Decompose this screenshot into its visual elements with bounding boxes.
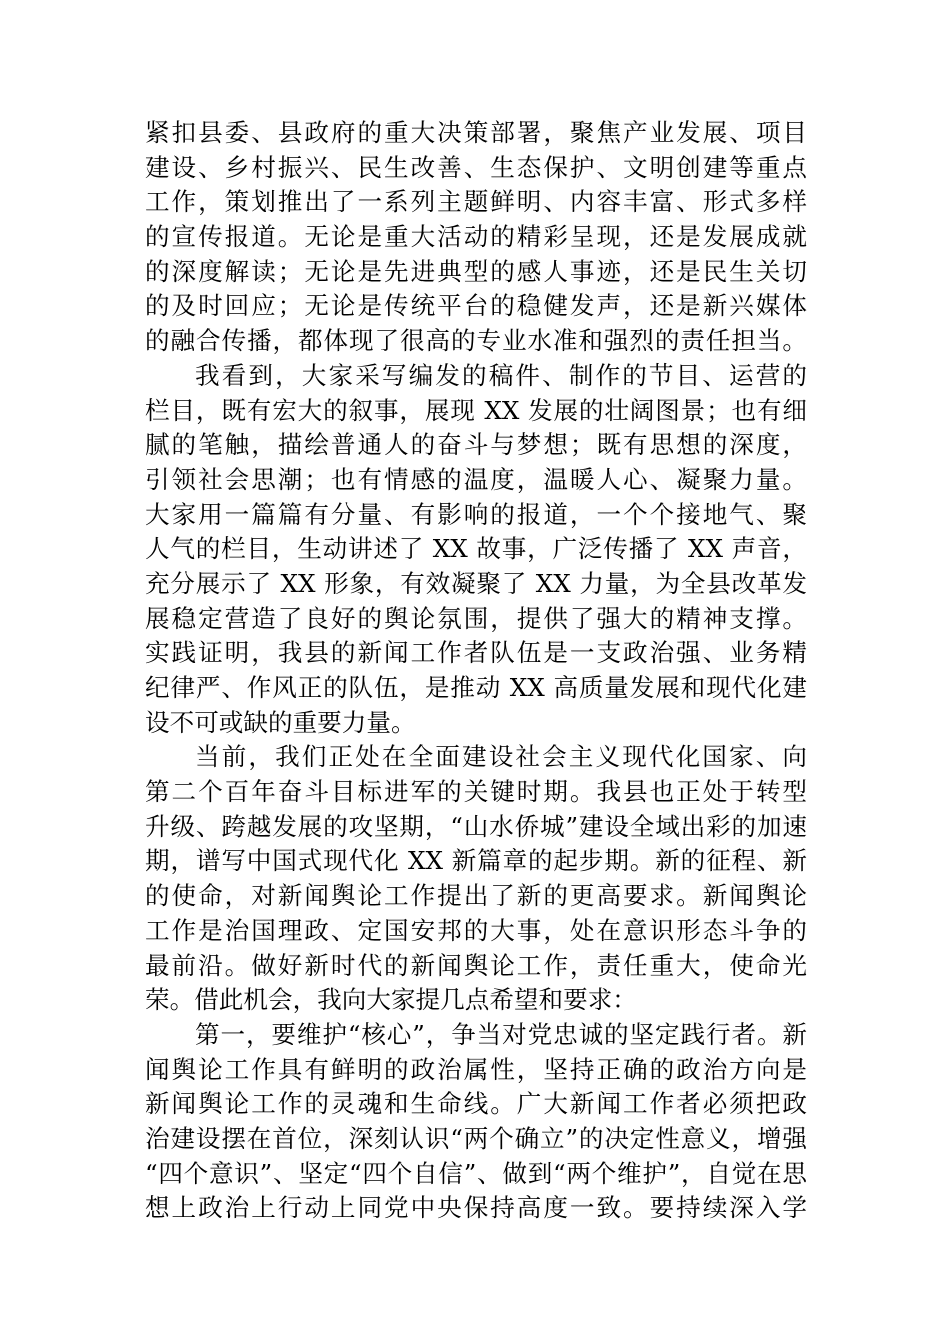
paragraph-2-line-11: 设不可或缺的重要力量。 <box>145 707 416 737</box>
paragraph-2-line-4: 引领社会思潮；也有情感的温度，温暖人心、凝聚力量。 <box>145 464 807 494</box>
paragraph-1-line-5: 的深度解读；无论是先进典型的感人事迹，还是民生关切 <box>145 256 807 286</box>
paragraph-4-line-3: 新闻舆论工作的灵魂和生命线。广大新闻工作者必须把政 <box>145 1089 807 1119</box>
paragraph-3-line-4: 期，谱写中国式现代化 XX 新篇章的起步期。新的征程、新 <box>145 846 807 876</box>
paragraph-2-line-5: 大家用一篇篇有分量、有影响的报道，一个个接地气、聚 <box>145 499 807 529</box>
paragraph-3-line-1: 当前，我们正处在全面建设社会主义现代化国家、向 <box>195 742 807 772</box>
paragraph-3-line-3: 升级、跨越发展的攻坚期，“山水侨城”建设全域出彩的加速 <box>145 811 807 841</box>
paragraph-3-line-7: 最前沿。做好新时代的新闻舆论工作，责任重大，使命光 <box>145 950 807 980</box>
paragraph-3-line-6: 工作是治国理政、定国安邦的大事，处在意识形态斗争的 <box>145 915 807 945</box>
document-body <box>145 116 807 1226</box>
paragraph-3-line-8: 荣。借此机会，我向大家提几点希望和要求： <box>145 985 637 1015</box>
paragraph-3-line-5: 的使命，对新闻舆论工作提出了新的更高要求。新闻舆论 <box>145 881 807 911</box>
paragraph-1-line-2: 建设、乡村振兴、民生改善、生态保护、文明创建等重点 <box>145 152 807 182</box>
paragraph-2-line-9: 实践证明，我县的新闻工作者队伍是一支政治强、业务精 <box>145 638 807 668</box>
paragraph-2-line-6: 人气的栏目，生动讲述了 XX 故事，广泛传播了 XX 声音， <box>145 534 807 564</box>
paragraph-3-line-2: 第二个百年奋斗目标进军的关键时期。我县也正处于转型 <box>145 777 807 807</box>
paragraph-2-line-1: 我看到，大家采写编发的稿件、制作的节目、运营的 <box>195 360 807 390</box>
paragraph-2-line-10: 纪律严、作风正的队伍，是推动 XX 高质量发展和现代化建 <box>145 673 807 702</box>
paragraph-4-line-5: “四个意识”、坚定“四个自信”、做到“两个维护”，自觉在思 <box>145 1158 807 1188</box>
paragraph-4-line-6: 想上政治上行动上同党中央保持高度一致。要持续深入学 <box>145 1193 807 1223</box>
paragraph-2-line-3: 腻的笔触，描绘普通人的奋斗与梦想；既有思想的深度， <box>145 430 807 460</box>
paragraph-4-line-4: 治建设摆在首位，深刻认识“两个确立”的决定性意义，增强 <box>145 1123 807 1153</box>
paragraph-4-line-1: 第一，要维护“核心”，争当对党忠诚的坚定践行者。新 <box>195 1019 807 1049</box>
paragraph-1-line-7: 的融合传播，都体现了很高的专业水准和强烈的责任担当。 <box>145 326 807 356</box>
paragraph-1-line-4: 的宣传报道。无论是重大活动的精彩呈现，还是发展成就 <box>145 222 807 252</box>
paragraph-1-line-1: 紧扣县委、县政府的重大决策部署，聚焦产业发展、项目 <box>145 118 807 147</box>
paragraph-1-line-6: 的及时回应；无论是传统平台的稳健发声，还是新兴媒体 <box>145 291 807 321</box>
paragraph-1-line-3: 工作，策划推出了一系列主题鲜明、内容丰富、形式多样 <box>145 187 807 217</box>
paragraph-2-line-8: 展稳定营造了良好的舆论氛围，提供了强大的精神支撑。 <box>145 603 807 633</box>
paragraph-2-line-2: 栏目，既有宏大的叙事，展现 XX 发展的壮阔图景；也有细 <box>145 395 807 425</box>
paragraph-2-line-7: 充分展示了 XX 形象，有效凝聚了 XX 力量，为全县改革发 <box>145 568 807 598</box>
paragraph-4-line-2: 闻舆论工作具有鲜明的政治属性，坚持正确的政治方向是 <box>145 1054 807 1084</box>
